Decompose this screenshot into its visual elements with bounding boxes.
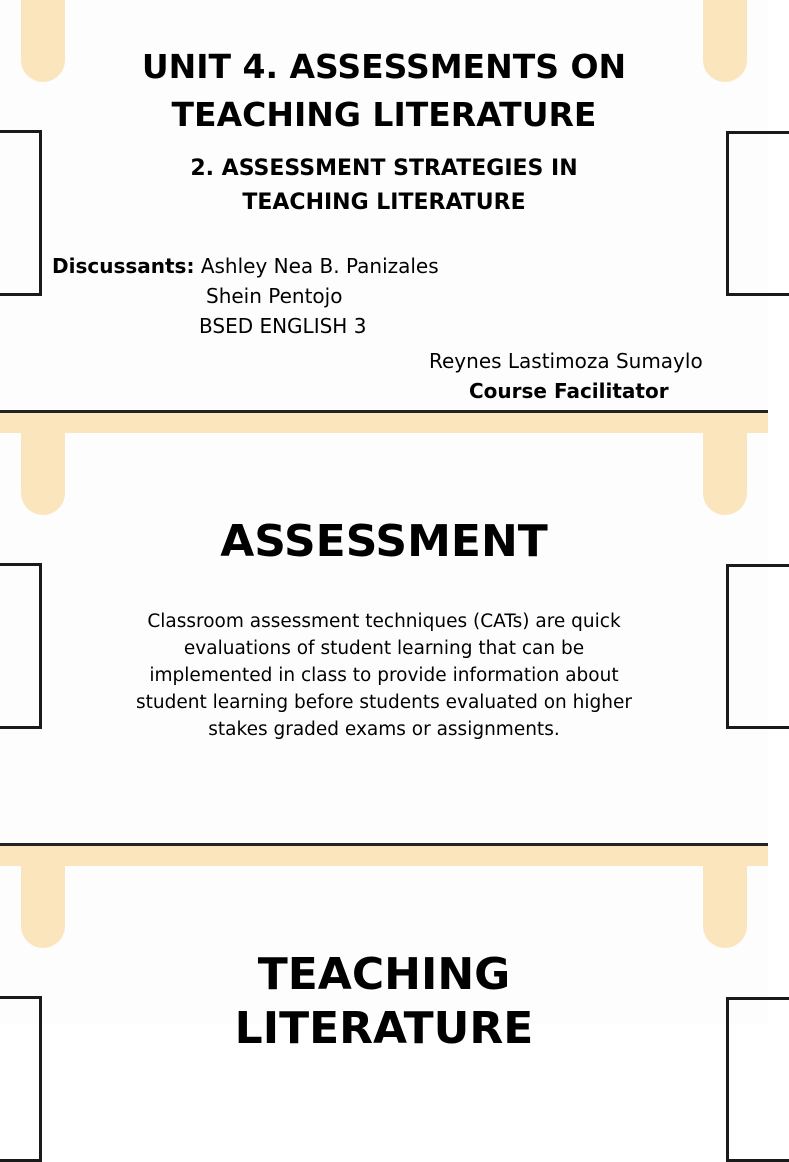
slide-1: [0, 0, 768, 411]
facilitator-role: Course Facilitator: [469, 379, 669, 403]
slide-subtitle: [0, 152, 768, 220]
slide-3: [0, 866, 768, 1054]
slide-subtitle-line-1: 2. ASSESSMENT STRATEGIES IN: [190, 156, 578, 181]
body-line: Classroom assessment techniques (CATs) are quick: [147, 611, 621, 632]
slide-heading-line-2: LITERATURE: [234, 1003, 534, 1054]
body-line: evaluations of student learning that can be: [183, 638, 585, 659]
slide-title-line-1: UNIT 4. ASSESSMENTS ON: [141, 47, 627, 86]
body-line: stakes graded exams or assignments.: [208, 719, 560, 740]
program-label: BSED ENGLISH 3: [199, 314, 367, 338]
slide-2: [0, 433, 768, 843]
slide-separator-band: [0, 846, 768, 866]
decorative-tab-left: [21, 433, 65, 515]
decorative-tab-right: [703, 433, 747, 515]
discussant-name: Shein Pentojo: [206, 284, 343, 308]
slide-title: [0, 43, 768, 139]
body-line: student learning before students evaluated on higher: [136, 692, 632, 713]
slide-heading: ASSESSMENT: [220, 516, 548, 567]
decorative-tab-right: [703, 866, 747, 948]
discussant-name: Ashley Nea B. Panizales: [200, 254, 439, 278]
slide-heading: [0, 948, 768, 1056]
slide-title-line-2: TEACHING LITERATURE: [171, 95, 597, 134]
discussants-label: Discussants:: [52, 254, 195, 278]
slide-heading-line-1: TEACHING: [257, 949, 511, 1000]
decorative-tab-left: [21, 866, 65, 948]
discussants-row: [52, 254, 439, 278]
slide-subtitle-line-2: TEACHING LITERATURE: [242, 190, 526, 215]
slide-body-text: [0, 608, 768, 743]
slide-separator-band: [0, 413, 768, 433]
facilitator-name: Reynes Lastimoza Sumaylo: [429, 349, 703, 373]
body-line: implemented in class to provide information about: [149, 665, 619, 686]
